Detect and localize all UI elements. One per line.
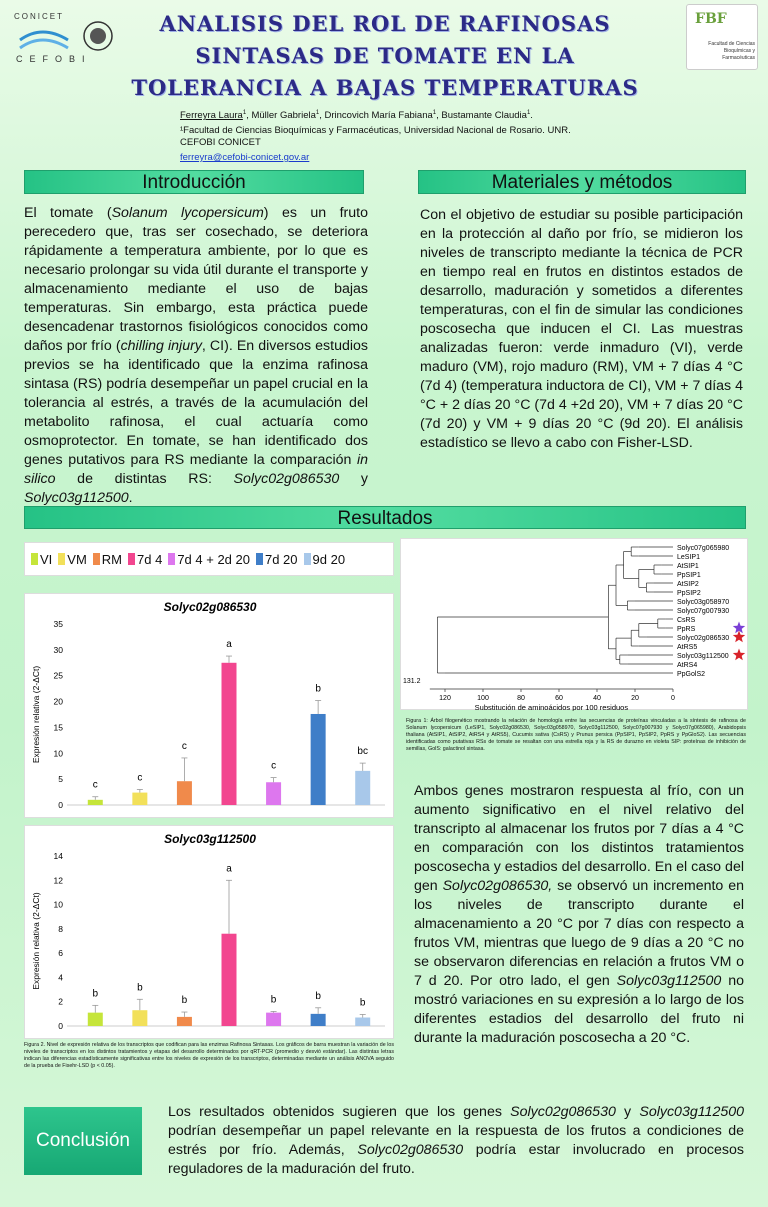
- legend-label: VI: [40, 551, 53, 567]
- chart-legend: [24, 542, 394, 576]
- tree-axis-tick-label: 20: [631, 695, 639, 702]
- y-tick-label: 6: [58, 948, 63, 959]
- tree-leaf-label: LeSIP1: [677, 554, 700, 561]
- tree-svg: [401, 539, 749, 711]
- significance-letter: b: [92, 988, 99, 1000]
- bar-chart-solyc03g112500: [24, 825, 394, 1039]
- legend-item: [31, 552, 52, 567]
- legend-swatch: [58, 553, 65, 565]
- fbf-logo-subtext: Facultad de Ciencias Bioquímicas y Farmacéuticas: [708, 41, 755, 61]
- bar: [132, 1010, 147, 1026]
- figure-2-caption: Figura 2. Nivel de expresión relativa de los transcriptos que codifican para las enzimas Rafinosa Sintasas. Los gráficos de barra muestran la variación de los niveles de transcriptos en los distintos tratamientos y etapas del desarrollo determinados por qRT-PCR (promedio y desvió estándar). Las distintas letras indican las diferencias estadísticamente significativas entre los niveles de expresión de los transcriptos, determinadas mediante un análisis ANOVA seguido de la prueba de Fisehr-LSD (p < 0.05).: [24, 1042, 394, 1069]
- legend-item: [304, 552, 346, 567]
- bar: [88, 1013, 103, 1026]
- y-tick-label: 8: [58, 923, 63, 934]
- legend-item: [58, 552, 87, 567]
- tree-axis-tick-label: 120: [439, 695, 451, 702]
- y-tick-label: 5: [58, 774, 63, 785]
- significance-letter: b: [181, 995, 188, 1007]
- significance-letter: b: [315, 990, 321, 1002]
- results-paragraph: Ambos genes mostraron respuesta al frío, con un aumento significativo en el nivel relativo del transcripto al almacenar los frutos por 7 días a 4 °C en comparación con los distintos tratamientos poscosecha y estadios del desarrollo. En el caso del gen Solyc02g086530, se observó un incremento en los niveles de transcripto durante el almacenamiento a 20 °C por 7 días con respecto a frutos VM, mientras que luego de 9 días a 20 °C no se observaron diferencias en relación a frutos VM o 7 d 20. Por otro lado, el gen Solyc03g112500 no mostró variaciones en su expresión a lo largo de los diferentes estadios del desarrollo del fruto ni durante la maduración poscosecha a 20 °C.: [414, 783, 744, 1046]
- legend-label: RM: [101, 551, 123, 567]
- legend-label: VM: [67, 551, 87, 567]
- legend-item: [93, 552, 122, 567]
- tree-axis-tick-label: 100: [477, 695, 489, 702]
- section-title-results: Resultados: [24, 506, 746, 529]
- tree-leaf-label: AtSIP1: [677, 563, 699, 570]
- chart-svg-1: [25, 594, 395, 819]
- star-marker-icon: [733, 649, 745, 661]
- tree-leaf-label: PpSIP1: [677, 572, 701, 579]
- author-name: Müller Gabriela: [251, 110, 316, 122]
- author-affiliation-mark: 1: [242, 110, 247, 116]
- tree-leaf-label: CsRS: [677, 617, 696, 624]
- legend-item: [128, 552, 162, 567]
- y-tick-label: 0: [58, 800, 63, 810]
- star-marker-icon: [733, 631, 745, 643]
- legend-label: 7d 20: [264, 551, 298, 567]
- y-tick-label: 2: [58, 996, 63, 1007]
- conclusion-paragraph: Los resultados obtenidos sugieren que los genes Solyc02g086530 y Solyc03g112500 podrían desempeñar un papel relevante en la respuesta de los frutos a condiciones de estrés por frío. Además, Solyc02g086530 podría estar involucrado en procesos reguladores de la maduración del fruto.: [168, 1104, 745, 1177]
- author-name: Drincovich María Fabiana: [324, 110, 433, 122]
- legend-swatch: [304, 553, 311, 565]
- y-tick-label: 25: [53, 670, 63, 681]
- fbf-logo-text: FBF: [695, 11, 727, 27]
- bar: [311, 1014, 326, 1026]
- legend-swatch: [128, 553, 135, 565]
- y-tick-label: 12: [53, 875, 63, 886]
- significance-letter: b: [315, 683, 321, 695]
- significance-letter: a: [226, 863, 232, 875]
- y-tick-label: 10: [53, 748, 63, 759]
- bar: [222, 934, 237, 1026]
- author-affiliation-mark: 1: [526, 110, 531, 116]
- author-affiliation-mark: 1: [432, 110, 437, 116]
- bar: [177, 1017, 192, 1026]
- legend-label: 7d 4 + 2d 20: [177, 551, 250, 567]
- y-tick-label: 14: [53, 851, 63, 861]
- bar: [177, 781, 192, 805]
- figure-1-caption: Figura 1: Árbol filogenético mostrando la relación de homología entre las secuencias de proteínas vinculadas a la síntesis de rafinosa de Solanum lycopersicum (LeSIP1, Solyc02g086530, Solyc03g058970, Solyc03g112500, Solyc07g007930 y Solyc07g065980), Arabidopsis thaliana (AtSIP1, AtSIP2, AtRS4 y AtRS5), Cucumis sativa (CsRS) y Prunus persica (PpSIP1, PpSIP2, PpRS y PpGloS2). Las secuencias identificadas como putativas RSs de tomate se resaltan con una estrella roja y la RS de durazno en violeta SIP: proteínas de inhibición de semillas, GolS: galactinol sintasa.: [406, 718, 746, 752]
- tree-leaf-label: AtRS4: [677, 662, 698, 669]
- significance-letter: c: [92, 779, 98, 791]
- y-axis-label: Expresión relativa (2-ΔCt): [31, 892, 41, 990]
- bar: [222, 663, 237, 805]
- legend-swatch: [93, 553, 100, 565]
- author-affiliation-mark: 1: [315, 110, 320, 116]
- bar: [311, 714, 326, 805]
- bar: [355, 1018, 370, 1027]
- author-name: Bustamante Claudia: [441, 110, 527, 122]
- tree-leaf-label: PpRS: [677, 626, 696, 633]
- tree-leaf-label: Solyc03g112500: [677, 653, 729, 660]
- fbf-logo: [686, 4, 758, 70]
- y-tick-label: 10: [53, 899, 63, 910]
- y-tick-label: 20: [53, 696, 63, 707]
- section-title-intro: Introducción: [24, 170, 364, 194]
- conicet-logo: [12, 10, 120, 66]
- conicet-logo-text: CONICET: [14, 12, 64, 21]
- tree-leaf-label: Solyc02g086530: [677, 635, 730, 642]
- significance-letter: bc: [357, 746, 368, 758]
- significance-letter: b: [137, 982, 143, 994]
- tree-axis-tick-label: 40: [593, 695, 601, 702]
- y-tick-label: 4: [58, 972, 63, 983]
- cefobi-logo-text: CEFOBI: [16, 54, 92, 64]
- significance-letter: b: [270, 994, 277, 1006]
- author-list: Ferreyra Laura$^1$, Müller Gabriela$^1$, Drincovich María Fabiana$^1$, Bustamante Claudia$^1$.: [180, 110, 533, 122]
- y-tick-label: 35: [53, 619, 63, 629]
- tree-leaf-label: Solyc03g058970: [677, 599, 730, 606]
- legend-swatch: [31, 553, 38, 565]
- y-axis-label: Expresión relativa (2-ΔCt): [31, 665, 41, 764]
- significance-letter: c: [137, 772, 143, 784]
- bar: [266, 1013, 281, 1026]
- legend-swatch: [256, 553, 263, 565]
- legend-item: [256, 552, 298, 567]
- author-name: Ferreyra Laura: [180, 110, 243, 122]
- bar: [355, 771, 370, 805]
- affiliation: ¹Facultad de Ciencias Bioquímicas y Farmacéuticas, Universidad Nacional de Rosario. UNR. CEFOBI CONICET: [180, 125, 571, 148]
- significance-letter: c: [181, 740, 187, 752]
- poster-title: ANALISIS DEL ROL DE RAFINOSAS SINTASAS DE TOMATE EN LA TOLERANCIA A BAJAS TEMPERATURAS: [131, 11, 639, 100]
- y-tick-label: 15: [53, 722, 63, 733]
- tree-axis-tick-label: 0: [671, 695, 675, 702]
- significance-letter: a: [226, 639, 232, 651]
- section-title-methods: Materiales y métodos: [418, 170, 746, 194]
- y-tick-label: 0: [58, 1021, 63, 1031]
- legend-label: 9d 20: [312, 551, 346, 567]
- tree-leaf-label: AtRS5: [677, 644, 698, 651]
- tree-leaf-label: Solyc07g065980: [677, 545, 730, 552]
- methods-paragraph: Con el objetivo de estudiar su posible participación en la protección al daño por frío, se midieron los niveles de transcripto mediante la técnica de PCR en tiempo real en frutos en distintos estados de desarrollo, maduración y sometidos a diferentes temperaturas, con el fin de simular las condiciones poscosecha que inducen el CI. Las muestras analizadas fueron: verde inmaduro (VI), verde maduro (VM), rojo maduro (RM), VM + 7 días 4 °C (7d 4) (temperatura inductora de CI), VM + 7 días 4 °C + 2 días 20 °C (7d 4 +2d 20), VM + 7 días 20 °C (7d 20) y VM + 9 días 20 °C (9d 20). El análisis estadístico se llevo a cabo con Fisher-LSD.: [420, 207, 743, 451]
- section-title-conclusion: Conclusión: [24, 1107, 142, 1175]
- significance-letter: c: [271, 760, 277, 772]
- tree-root-label: 131.2: [403, 678, 421, 685]
- tree-leaf-label: PpSIP2: [677, 590, 701, 597]
- chart-svg-2: [25, 826, 395, 1040]
- legend-label: 7d 4: [137, 551, 163, 567]
- bar: [88, 800, 103, 805]
- bar: [266, 782, 281, 805]
- author-email-link[interactable]: ferreyra@cefobi-conicet.gov.ar: [180, 152, 310, 163]
- tree-axis-label: Substitución de aminoácidos por 100 residuos: [474, 703, 629, 711]
- tree-axis-tick-label: 80: [517, 695, 525, 702]
- legend-item: [168, 552, 250, 567]
- significance-letter: b: [359, 997, 366, 1009]
- chart-title: Solyc03g112500: [164, 832, 256, 846]
- chart-title: Solyc02g086530: [163, 600, 257, 614]
- bar: [132, 793, 147, 805]
- y-tick-label: 30: [53, 644, 63, 655]
- tree-leaf-label: AtSIP2: [677, 581, 699, 588]
- bar-chart-solyc02g086530: [24, 593, 394, 818]
- legend-swatch: [168, 553, 175, 565]
- tree-leaf-label: PpGolS2: [677, 671, 706, 678]
- phylogenetic-tree: [400, 538, 748, 710]
- tree-leaf-label: Solyc07g007930: [677, 608, 730, 615]
- intro-paragraph: El tomate (Solanum lycopersicum) es un fruto perecedero que, tras ser cosechado, se deteriora rápidamente a temperatura ambiente, por lo que es necesario prolongar su vida útil durante el transporte y almacenamiento mediante el uso de bajas temperaturas. Sin embargo, esta práctica puede desencadenar trastornos fisiológicos conocidos como daños por frío (chilling injury, CI). En diversos estudios previos se ha identificado que la enzima rafinosa sintasa (RS) podría desempeñar un papel crucial en la tolerancia al estrés, a través de la acumulación del metabolito rafinosa, el cual actuaría como osmoprotector. En tomate, se han identificado dos genes putativos para RS mediante la comparación in silico de distintas RS: Solyc02g086530 y Solyc03g112500.: [24, 205, 368, 506]
- tree-axis-tick-label: 60: [555, 695, 563, 702]
